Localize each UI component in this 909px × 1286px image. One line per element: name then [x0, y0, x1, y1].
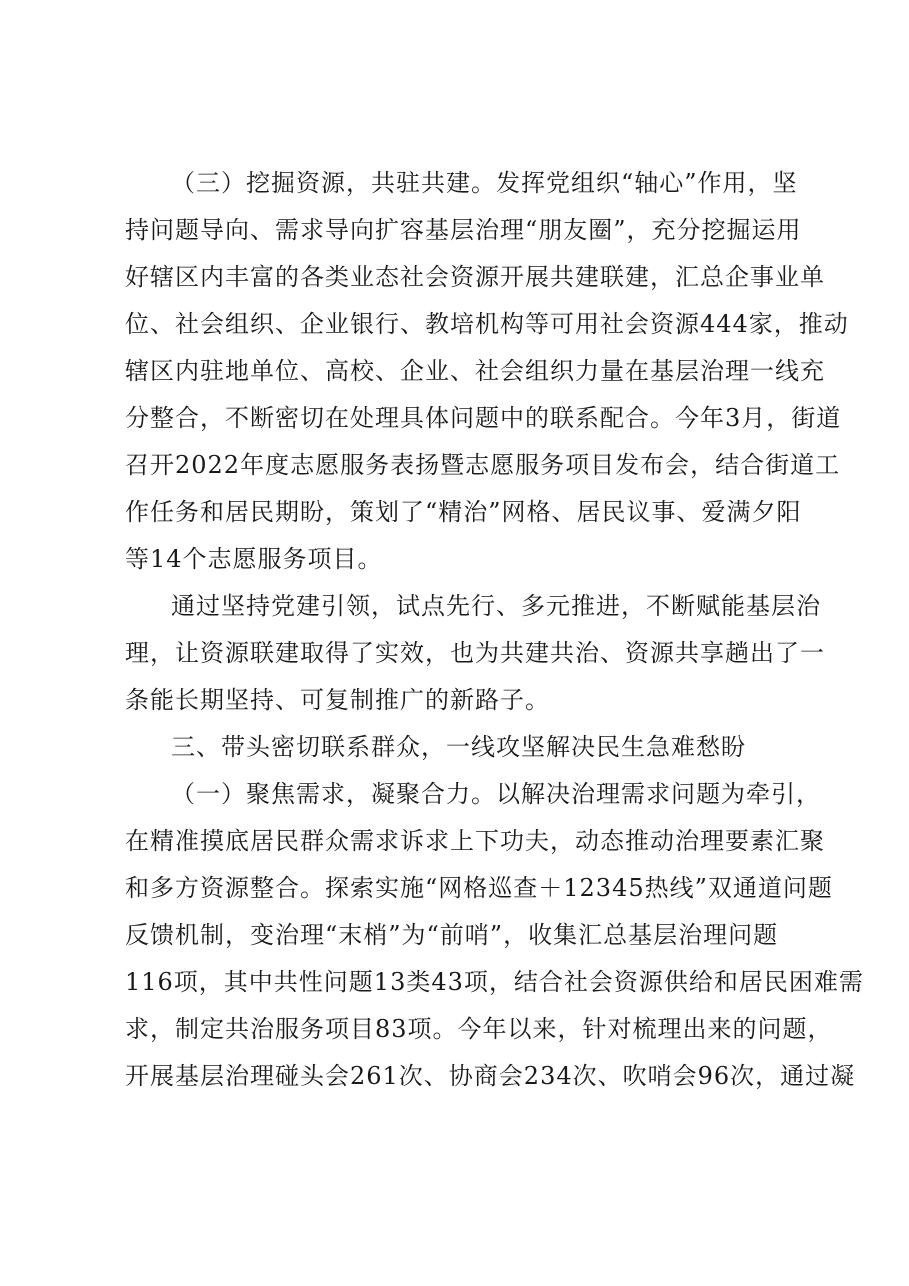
text-line: 条能长期坚持、可复制推广的新路子。 — [125, 686, 550, 714]
text-line: 理，让资源联建取得了实效，也为共建共治、资源共享趟出了一 — [125, 639, 825, 667]
paragraph-summary — [125, 583, 825, 724]
text-line: 好辖区内丰富的各类业态社会资源开展共建联建，汇总企事业单 — [125, 263, 825, 291]
text-line: 通过坚持党建引领，试点先行、多元推进，不断赋能基层治 — [171, 592, 821, 620]
section-heading — [125, 724, 825, 771]
text-line: 分整合，不断密切在处理具体问题中的联系配合。今年3月，街道 — [125, 404, 842, 432]
text-line: 位、社会组织、企业银行、教培机构等可用社会资源444家，推动 — [125, 310, 849, 338]
text-line: 反馈机制，变治理“末梢”为“前哨”，收集汇总基层治理问题 — [125, 921, 779, 949]
text-line: 召开2022年度志愿服务表扬暨志愿服务项目发布会，结合街道工 — [125, 451, 841, 479]
paragraph-needs — [125, 771, 864, 1100]
text-line: 求，制定共治服务项目83项。今年以来，针对梳理出来的问题， — [125, 1015, 833, 1043]
text-line: 和多方资源整合。探索实施“网格巡查＋12345热线”双通道问题 — [125, 874, 833, 902]
text-line: 116项，其中共性问题13类43项，结合社会资源供给和居民困难需 — [125, 968, 864, 996]
document-body — [125, 160, 864, 1100]
heading-line: 三、带头密切联系群众，一线攻坚解决民生急难愁盼 — [171, 733, 746, 761]
text-line: （三）挖掘资源，共驻共建。发挥党组织“轴心”作用，坚 — [171, 169, 798, 197]
text-line: 持问题导向、需求导向扩容基层治理“朋友圈”，充分挖掘运用 — [125, 216, 802, 244]
text-line: （一）聚焦需求，凝聚合力。以解决治理需求问题为牵引， — [171, 780, 821, 808]
text-line: 辖区内驻地单位、高校、企业、社会组织力量在基层治理一线充 — [125, 357, 825, 385]
text-line: 等14个志愿服务项目。 — [125, 545, 383, 573]
text-line: 开展基层治理碰头会261次、协商会234次、吹哨会96次，通过凝 — [125, 1062, 856, 1090]
text-line: 作任务和居民期盼，策划了“精治”网格、居民议事、爱满夕阳 — [125, 498, 802, 526]
text-line: 在精准摸底居民群众需求诉求上下功夫，动态推动治理要素汇聚 — [125, 827, 825, 855]
paragraph-resources — [125, 160, 849, 583]
